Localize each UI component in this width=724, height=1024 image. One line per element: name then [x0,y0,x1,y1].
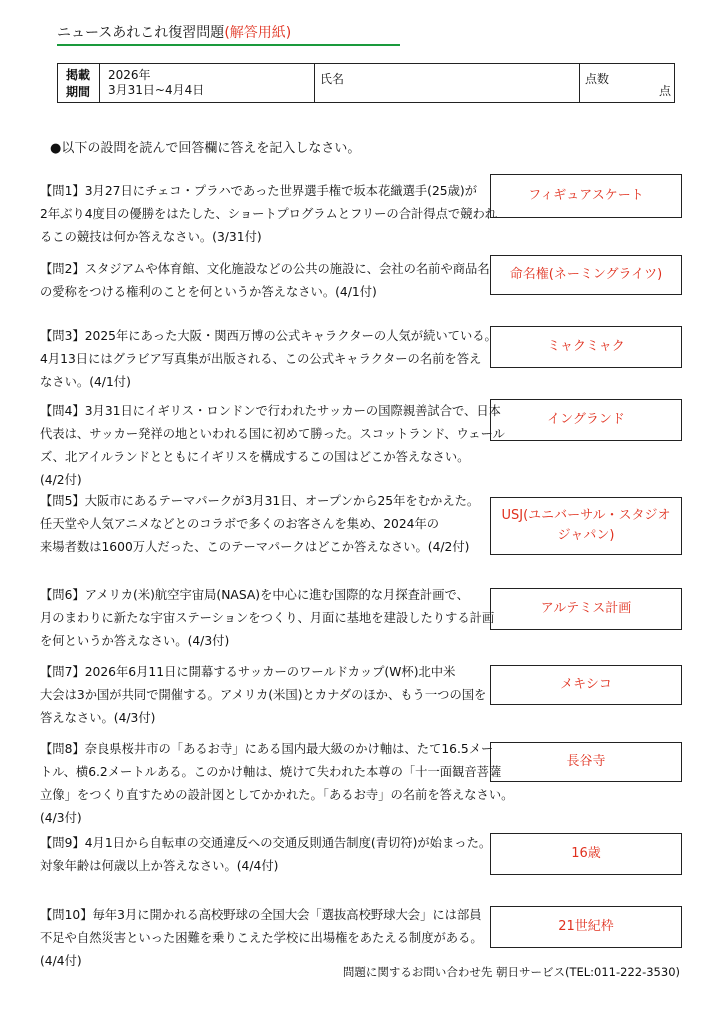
question-1: 【問1】3月27日にチェコ・プラハであった世界選手権で坂本花織選手(25歳)が 2年ぶり4度目の優勝をはたした、ショートプログラムとフリーの合計得点で競われ るこの競技は何か答えなさい。(3/31付) [40,184,498,244]
title-underline [57,44,400,46]
question-3: 【問3】2025年にあった大阪・関西万博の公式キャラクターの人気が続いている。 4月13日にはグラビア写真集が出版される、この公式キャラクターの名前を答え なさい。(4/1付) [40,329,497,389]
answer-box-5[interactable]: USJ(ユニバーサル・スタジオジャパン) [490,497,682,555]
answer-box-10[interactable]: 21世紀枠 [490,906,682,948]
answer-box-8[interactable]: 長谷寺 [490,742,682,782]
answer-box-2[interactable]: 命名権(ネーミングライツ) [490,255,682,295]
name-cell[interactable] [315,64,580,102]
question-2: 【問2】スタジアムや体育館、文化施設などの公共の施設に、会社の名前や商品名 の愛称をつける権利のことを何というか答えなさい。(4/1付) [40,262,490,299]
page-title [57,24,291,42]
answer-box-4[interactable]: イングランド [490,399,682,441]
title-main: ニュースあれこれ復習問題 [57,25,225,41]
answer-box-1[interactable]: フィギュアスケート [490,174,682,218]
points-unit: 点 [658,84,671,98]
question-4: 【問4】3月31日にイギリス・ロンドンで行われたサッカーの国際親善試合で、日本 代表は、サッカー発祥の地といわれる国に初めて勝った。スコットランド、ウェール ズ、北アイルランドとともにイギリスを構成するこの国はどこか答えなさい。 (4/2付) [40,404,505,487]
question-8: 【問8】奈良県桜井市の「あるお寺」にある国内最大級のかけ軸は、たて16.5メー トル、横6.2メートルある。このかけ軸は、焼けて失われた本尊の「十一面観音菩薩 立像」をつくり直すための設計図としてかかれた。「あるお寺」の名前を答えなさい。 (4/3付) [40,742,514,825]
period-label-cell [58,64,100,102]
question-9: 【問9】4月1日から自転車の交通違反への交通反則通告制度(青切符)が始まった。 対象年齢は何歳以上か答えなさい。(4/4付) [40,836,492,873]
question-6: 【問6】アメリカ(米)航空宇宙局(NASA)を中心に進む国際的な月探査計画で、 月のまわりに新たな宇宙ステーションをつくり、月面に基地を建設したりする計画 を何というか答えなさい。(4/3付) [40,588,495,648]
period-label: 掲載期間 [66,68,91,99]
score-label: 点数 [585,72,610,86]
answer-box-7[interactable]: メキシコ [490,665,682,705]
answer-box-9[interactable]: 16歳 [490,833,682,875]
name-label: 氏名 [320,72,345,86]
score-cell[interactable] [580,64,676,102]
question-10: 【問10】毎年3月に開かれる高校野球の全国大会「選抜高校野球大会」には部員 不足や自然災害といった困難を乗りこえた学校に出場権をあたえる制度がある。 (4/4付) [40,908,483,968]
info-table [57,63,675,103]
period-range: 3月31日~4月4日 [108,83,205,97]
instruction: ●以下の設問を読んで回答欄に答えを記入しなさい。 [50,141,361,156]
title-suffix: (解答用紙) [224,25,292,41]
period-year: 2026年 [108,68,151,82]
question-5: 【問5】大阪市にあるテーマパークが3月31日、オープンから25年をむかえた。 任天堂や人気アニメなどとのコラボで多くのお客さんを集め、2024年の 来場者数は1600万人だった、このテーマパークはどこか答えなさい。(4/2付) [40,494,480,554]
answer-box-6[interactable]: アルテミス計画 [490,588,682,630]
question-7: 【問7】2026年6月11日に開幕するサッカーのワールドカップ(W杯)北中米 大会は3か国が共同で開催する。アメリカ(米国)とカナダのほか、もう一つの国を 答えなさい。(4/3付) [40,665,487,725]
period-value-cell [100,64,315,102]
contact-footer: 問題に関するお問い合わせ先 朝日サービス(TEL:011-222-3530) [342,965,680,979]
answer-box-3[interactable]: ミャクミャク [490,326,682,368]
